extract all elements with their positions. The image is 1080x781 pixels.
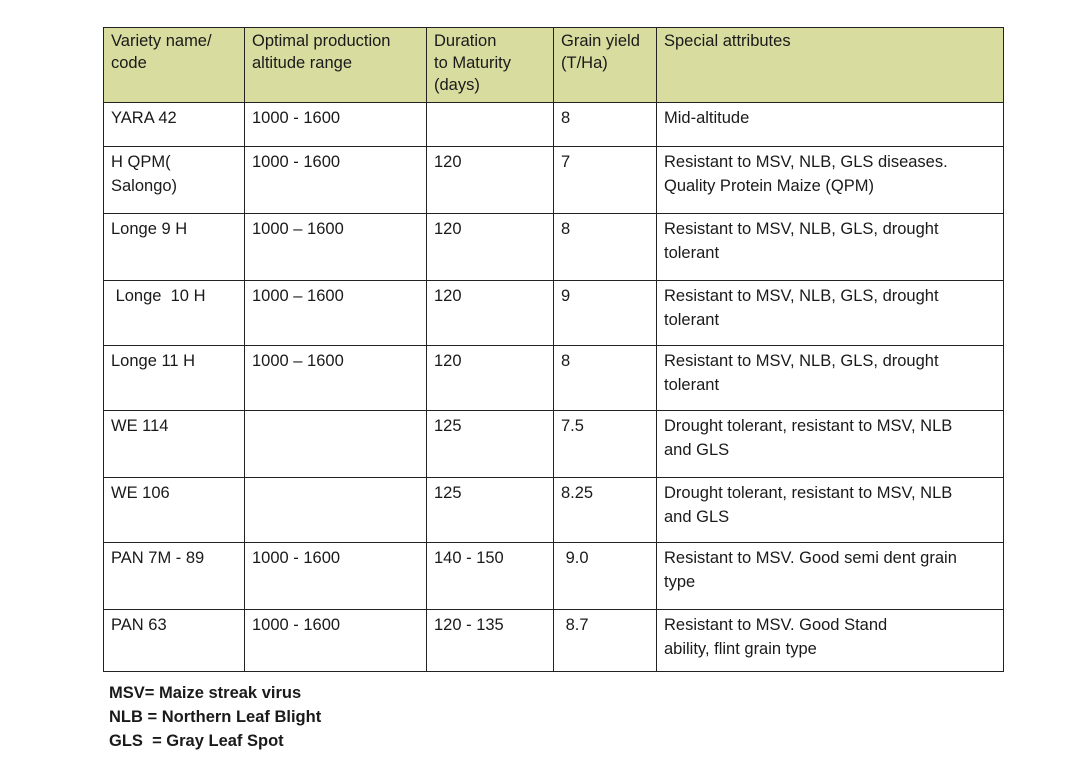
cell-yield: 8.25: [554, 478, 657, 543]
cell-duration: [427, 103, 554, 147]
cell-variety-line: YARA 42: [111, 109, 177, 127]
cell-variety: [104, 147, 245, 214]
cell-variety: [104, 214, 245, 281]
cell-variety: [104, 103, 245, 147]
cell-attributes: [657, 411, 1004, 478]
cell-attributes-line: type: [664, 573, 696, 591]
cell-attributes-line: Quality Protein Maize (QPM): [664, 177, 874, 195]
cell-attributes: [657, 543, 1004, 610]
cell-yield: 8: [554, 214, 657, 281]
cell-attributes-line: Resistant to MSV, NLB, GLS diseases.: [664, 153, 948, 171]
cell-duration: 120: [427, 346, 554, 411]
cell-duration: 120: [427, 214, 554, 281]
maize-variety-table: [103, 27, 1004, 672]
cell-attributes: [657, 103, 1004, 147]
cell-attributes-line: tolerant: [664, 311, 720, 329]
cell-duration: 125: [427, 478, 554, 543]
cell-altitude: 1000 – 1600: [245, 346, 427, 411]
cell-altitude: 1000 – 1600: [245, 214, 427, 281]
cell-yield: 8: [554, 103, 657, 147]
table-row: [104, 411, 1004, 478]
cell-yield: 7: [554, 147, 657, 214]
table-row: [104, 478, 1004, 543]
cell-attributes-line: ability, flint grain type: [664, 640, 817, 658]
cell-altitude: [245, 478, 427, 543]
cell-attributes-line: and GLS: [664, 441, 730, 459]
header-yield: [554, 28, 657, 103]
cell-attributes-line: Drought tolerant, resistant to MSV, NLB: [664, 484, 953, 502]
maize-variety-table-container: [103, 27, 1004, 672]
cell-duration: 125: [427, 411, 554, 478]
header-altitude-line-1: Optimal production: [252, 32, 391, 50]
header-duration-line-2: to Maturity: [434, 54, 512, 72]
cell-variety: [104, 610, 245, 672]
header-variety-line-1: Variety name/: [111, 32, 212, 50]
header-yield-line-2: (T/Ha): [561, 54, 608, 72]
cell-duration: 120: [427, 281, 554, 346]
cell-altitude: 1000 - 1600: [245, 147, 427, 214]
cell-altitude: 1000 – 1600: [245, 281, 427, 346]
cell-attributes: [657, 214, 1004, 281]
header-duration: [427, 28, 554, 103]
table-body: [104, 103, 1004, 672]
header-altitude-line-2: altitude range: [252, 54, 352, 72]
table-row: [104, 610, 1004, 672]
header-variety-line-2: code: [111, 54, 147, 72]
cell-attributes-line: Resistant to MSV, NLB, GLS, drought: [664, 287, 939, 305]
cell-variety-line: Longe 9 H: [111, 220, 188, 238]
cell-variety: [104, 478, 245, 543]
cell-variety: [104, 281, 245, 346]
table-row: [104, 214, 1004, 281]
cell-attributes: [657, 346, 1004, 411]
cell-attributes-line: Resistant to MSV. Good semi dent grain: [664, 549, 957, 567]
header-duration-line-3: (days): [434, 76, 480, 94]
cell-variety-line: Longe 11 H: [111, 352, 196, 370]
table-row: [104, 346, 1004, 411]
cell-attributes-line: Drought tolerant, resistant to MSV, NLB: [664, 417, 953, 435]
header-attributes-line-1: Special attributes: [664, 32, 791, 50]
cell-altitude: 1000 - 1600: [245, 103, 427, 147]
cell-attributes-line: and GLS: [664, 508, 730, 526]
table-row: [104, 543, 1004, 610]
cell-attributes-line: Resistant to MSV, NLB, GLS, drought: [664, 352, 939, 370]
cell-variety-line: Salongo): [111, 177, 178, 195]
cell-altitude: 1000 - 1600: [245, 543, 427, 610]
cell-attributes-line: tolerant: [664, 376, 720, 394]
cell-variety: [104, 543, 245, 610]
cell-duration: 120: [427, 147, 554, 214]
cell-variety-line: PAN 63: [111, 616, 167, 634]
header-altitude: [245, 28, 427, 103]
cell-duration: 120 - 135: [427, 610, 554, 672]
legend-msv: MSV= Maize streak virus: [109, 684, 302, 702]
cell-attributes-line: Resistant to MSV, NLB, GLS, drought: [664, 220, 939, 238]
cell-variety-line: H QPM(: [111, 153, 171, 171]
cell-variety-line: WE 114: [111, 417, 169, 435]
cell-attributes: [657, 147, 1004, 214]
cell-variety-line: PAN 7M - 89: [111, 549, 205, 567]
cell-yield: 7.5: [554, 411, 657, 478]
cell-attributes: [657, 478, 1004, 543]
header-yield-line-1: Grain yield: [561, 32, 640, 50]
cell-attributes-line: tolerant: [664, 244, 720, 262]
header-duration-line-1: Duration: [434, 32, 497, 50]
legend-gls: GLS = Gray Leaf Spot: [109, 732, 284, 750]
header-variety: [104, 28, 245, 103]
cell-variety-line: WE 106: [111, 484, 170, 502]
cell-yield: 9.0: [554, 543, 657, 610]
table-header: [104, 28, 1004, 103]
table-row: [104, 103, 1004, 147]
cell-yield: 8.7: [554, 610, 657, 672]
header-row: [104, 28, 1004, 103]
cell-altitude: 1000 - 1600: [245, 610, 427, 672]
legend-nlb: NLB = Northern Leaf Blight: [109, 708, 322, 726]
cell-variety: [104, 346, 245, 411]
cell-variety-line: Longe 10 H: [111, 287, 206, 305]
cell-attributes-line: Resistant to MSV. Good Stand: [664, 616, 888, 634]
cell-attributes: [657, 281, 1004, 346]
cell-variety: [104, 411, 245, 478]
cell-yield: 9: [554, 281, 657, 346]
cell-altitude: [245, 411, 427, 478]
cell-yield: 8: [554, 346, 657, 411]
cell-attributes-line: Mid-altitude: [664, 109, 750, 127]
cell-duration: 140 - 150: [427, 543, 554, 610]
cell-attributes: [657, 610, 1004, 672]
header-attributes: [657, 28, 1004, 103]
table-row: [104, 281, 1004, 346]
abbreviation-legend: [109, 681, 321, 753]
table-row: [104, 147, 1004, 214]
